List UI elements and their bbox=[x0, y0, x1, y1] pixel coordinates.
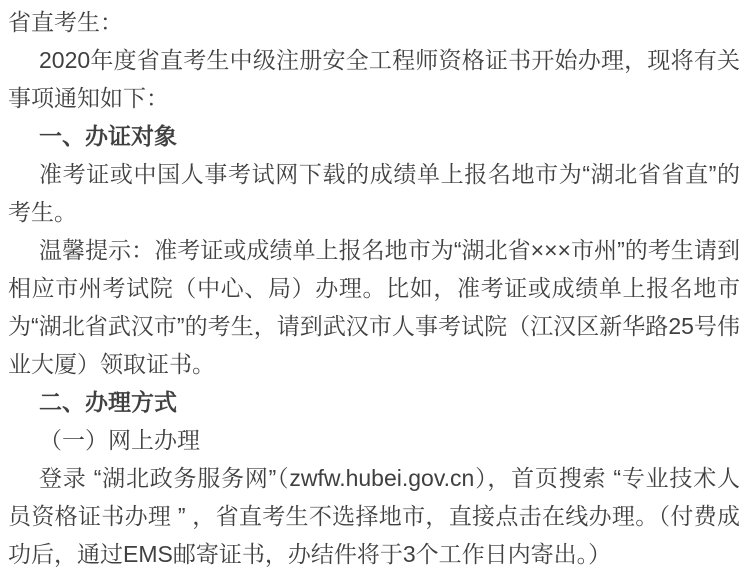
online-processing-paragraph: 登录 “湖北政务服务网”（zwfw.hubei.gov.cn），首页搜索 “专业技术人员资格证书办理 ” ，省直考生不选择地市，直接点击在线办理。（付费成功后，通过EMS邮寄证书，办结件将于3个工作日内寄出。） bbox=[8, 465, 740, 567]
section-2-heading: 二、办理方式 bbox=[39, 389, 177, 415]
salutation: 省直考生： bbox=[8, 9, 123, 35]
section-2-sub-heading: （一）网上办理 bbox=[39, 427, 200, 453]
warm-tip-paragraph: 温馨提示：准考证或成绩单上报名地市为“湖北省×××市州”的考生请到相应市州考试院（中心、局）办理。比如，准考证或成绩单上报名地市为“湖北省武汉市”的考生，请到武汉市人事考试院（江汉区新华路25号伟业大厦）领取证书。 bbox=[8, 237, 740, 377]
section-1-eligibility-paragraph: 准考证或中国人事考试网下载的成绩单上报名地市为“湖北省省直”的考生。 bbox=[8, 161, 740, 225]
section-1-heading: 一、办证对象 bbox=[39, 123, 177, 149]
intro-paragraph: 2020年度省直考生中级注册安全工程师资格证书开始办理，现将有关事项通知如下： bbox=[8, 47, 740, 111]
